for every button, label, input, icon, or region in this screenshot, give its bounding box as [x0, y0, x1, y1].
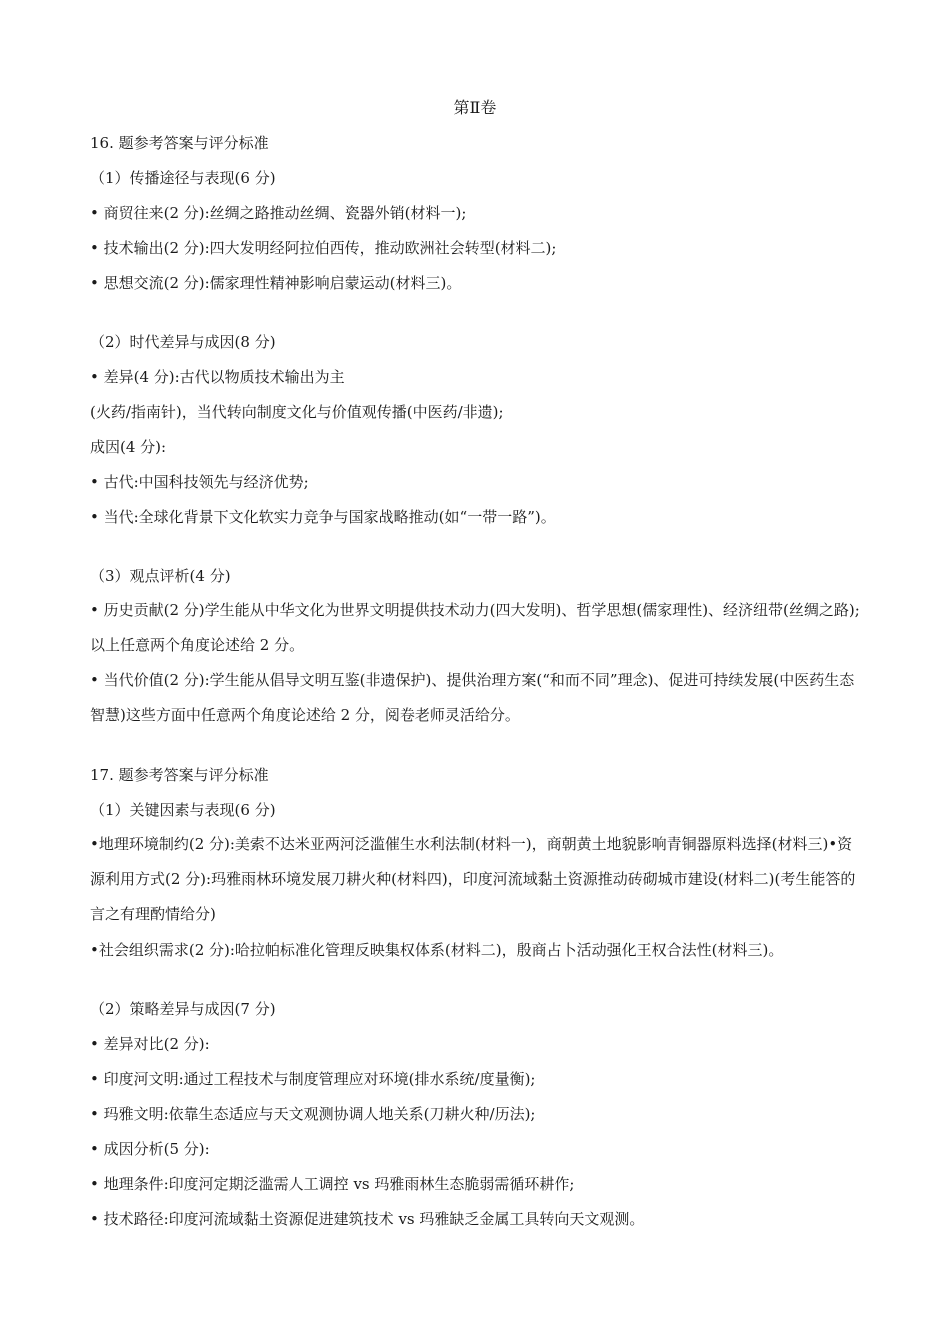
- q17-part2-tech: • 技术路径:印度河流域黏土资源促进建筑技术 vs 玛雅缺乏金属工具转向天文观测。: [90, 1210, 645, 1228]
- q16-part3-modern: • 当代价值(2 分):学生能从倡导文明互鉴(非遗保护)、提供治理方案(“和而不同”理念)、促进可持续发展(中医药生态智慧)这些方面中任意两个角度论述给 2 分，阅卷老师灵活给分。: [90, 671, 855, 724]
- q17-part2-indus: • 印度河文明:通过工程技术与制度管理应对环境(排水系统/度量衡);: [90, 1070, 536, 1088]
- q16-part1-item-tech: • 技术输出(2 分):四大发明经阿拉伯西传，推动欧洲社会转型(材料二);: [90, 239, 557, 257]
- q16-part3-history: • 历史贡献(2 分)学生能从中华文化为世界文明提供技术动力(四大发明)、哲学思想(儒家理性)、经济纽带(丝绸之路);以上任意两个角度论述给 2 分。: [90, 601, 860, 654]
- q17-part1-geo: •地理环境制约(2 分):美索不达米亚两河泛滥催生水利法制(材料一)，商朝黄土地貌影响青铜器原料选择(材料三)•资源利用方式(2 分):玛雅雨林环境发展刀耕火种(材料四)，印度河流域黏土资源推动砖砌城市建设(材料二)(考生能答的言之有理酌情给分): [90, 835, 856, 923]
- q16-part3-heading: （3）观点评析(4 分): [90, 567, 231, 585]
- q16-part2-ancient: • 古代:中国科技领先与经济优势;: [90, 473, 309, 491]
- q17-part2-cause: • 成因分析(5 分):: [90, 1140, 210, 1158]
- section-title: 第Ⅱ卷: [453, 98, 497, 117]
- q17-part2-geo: • 地理条件:印度河定期泛滥需人工调控 vs 玛雅雨林生态脆弱需循环耕作;: [90, 1175, 575, 1193]
- q16-part2-cause: 成因(4 分):: [90, 438, 167, 456]
- q16-part2-modern: • 当代:全球化背景下文化软实力竞争与国家战略推动(如“一带一路”)。: [90, 508, 556, 526]
- q16-part2-diff-cont: (火药/指南针)，当代转向制度文化与价值观传播(中医药/非遗);: [90, 403, 504, 421]
- q17-part2-maya: • 玛雅文明:依靠生态适应与天文观测协调人地关系(刀耕火种/历法);: [90, 1105, 536, 1123]
- q17-part1-social: •社会组织需求(2 分):哈拉帕标准化管理反映集权体系(材料二)，殷商占卜活动强化王权合法性(材料三)。: [90, 941, 784, 959]
- q16-part1-item-thought: • 思想交流(2 分):儒家理性精神影响启蒙运动(材料三)。: [90, 274, 462, 292]
- q16-header: 16. 题参考答案与评分标准: [90, 134, 269, 152]
- q17-part2-heading: （2）策略差异与成因(7 分): [90, 1000, 276, 1018]
- q16-part2-diff: • 差异(4 分):古代以物质技术输出为主: [90, 368, 345, 386]
- q17-part2-compare: • 差异对比(2 分):: [90, 1035, 210, 1053]
- q16-part1-heading: （1）传播途径与表现(6 分): [90, 169, 276, 187]
- q16-part2-heading: （2）时代差异与成因(8 分): [90, 333, 276, 351]
- q17-header: 17. 题参考答案与评分标准: [90, 766, 269, 784]
- q16-part1-item-trade: • 商贸往来(2 分):丝绸之路推动丝绸、瓷器外销(材料一);: [90, 204, 467, 222]
- q17-part1-heading: （1）关键因素与表现(6 分): [90, 801, 276, 819]
